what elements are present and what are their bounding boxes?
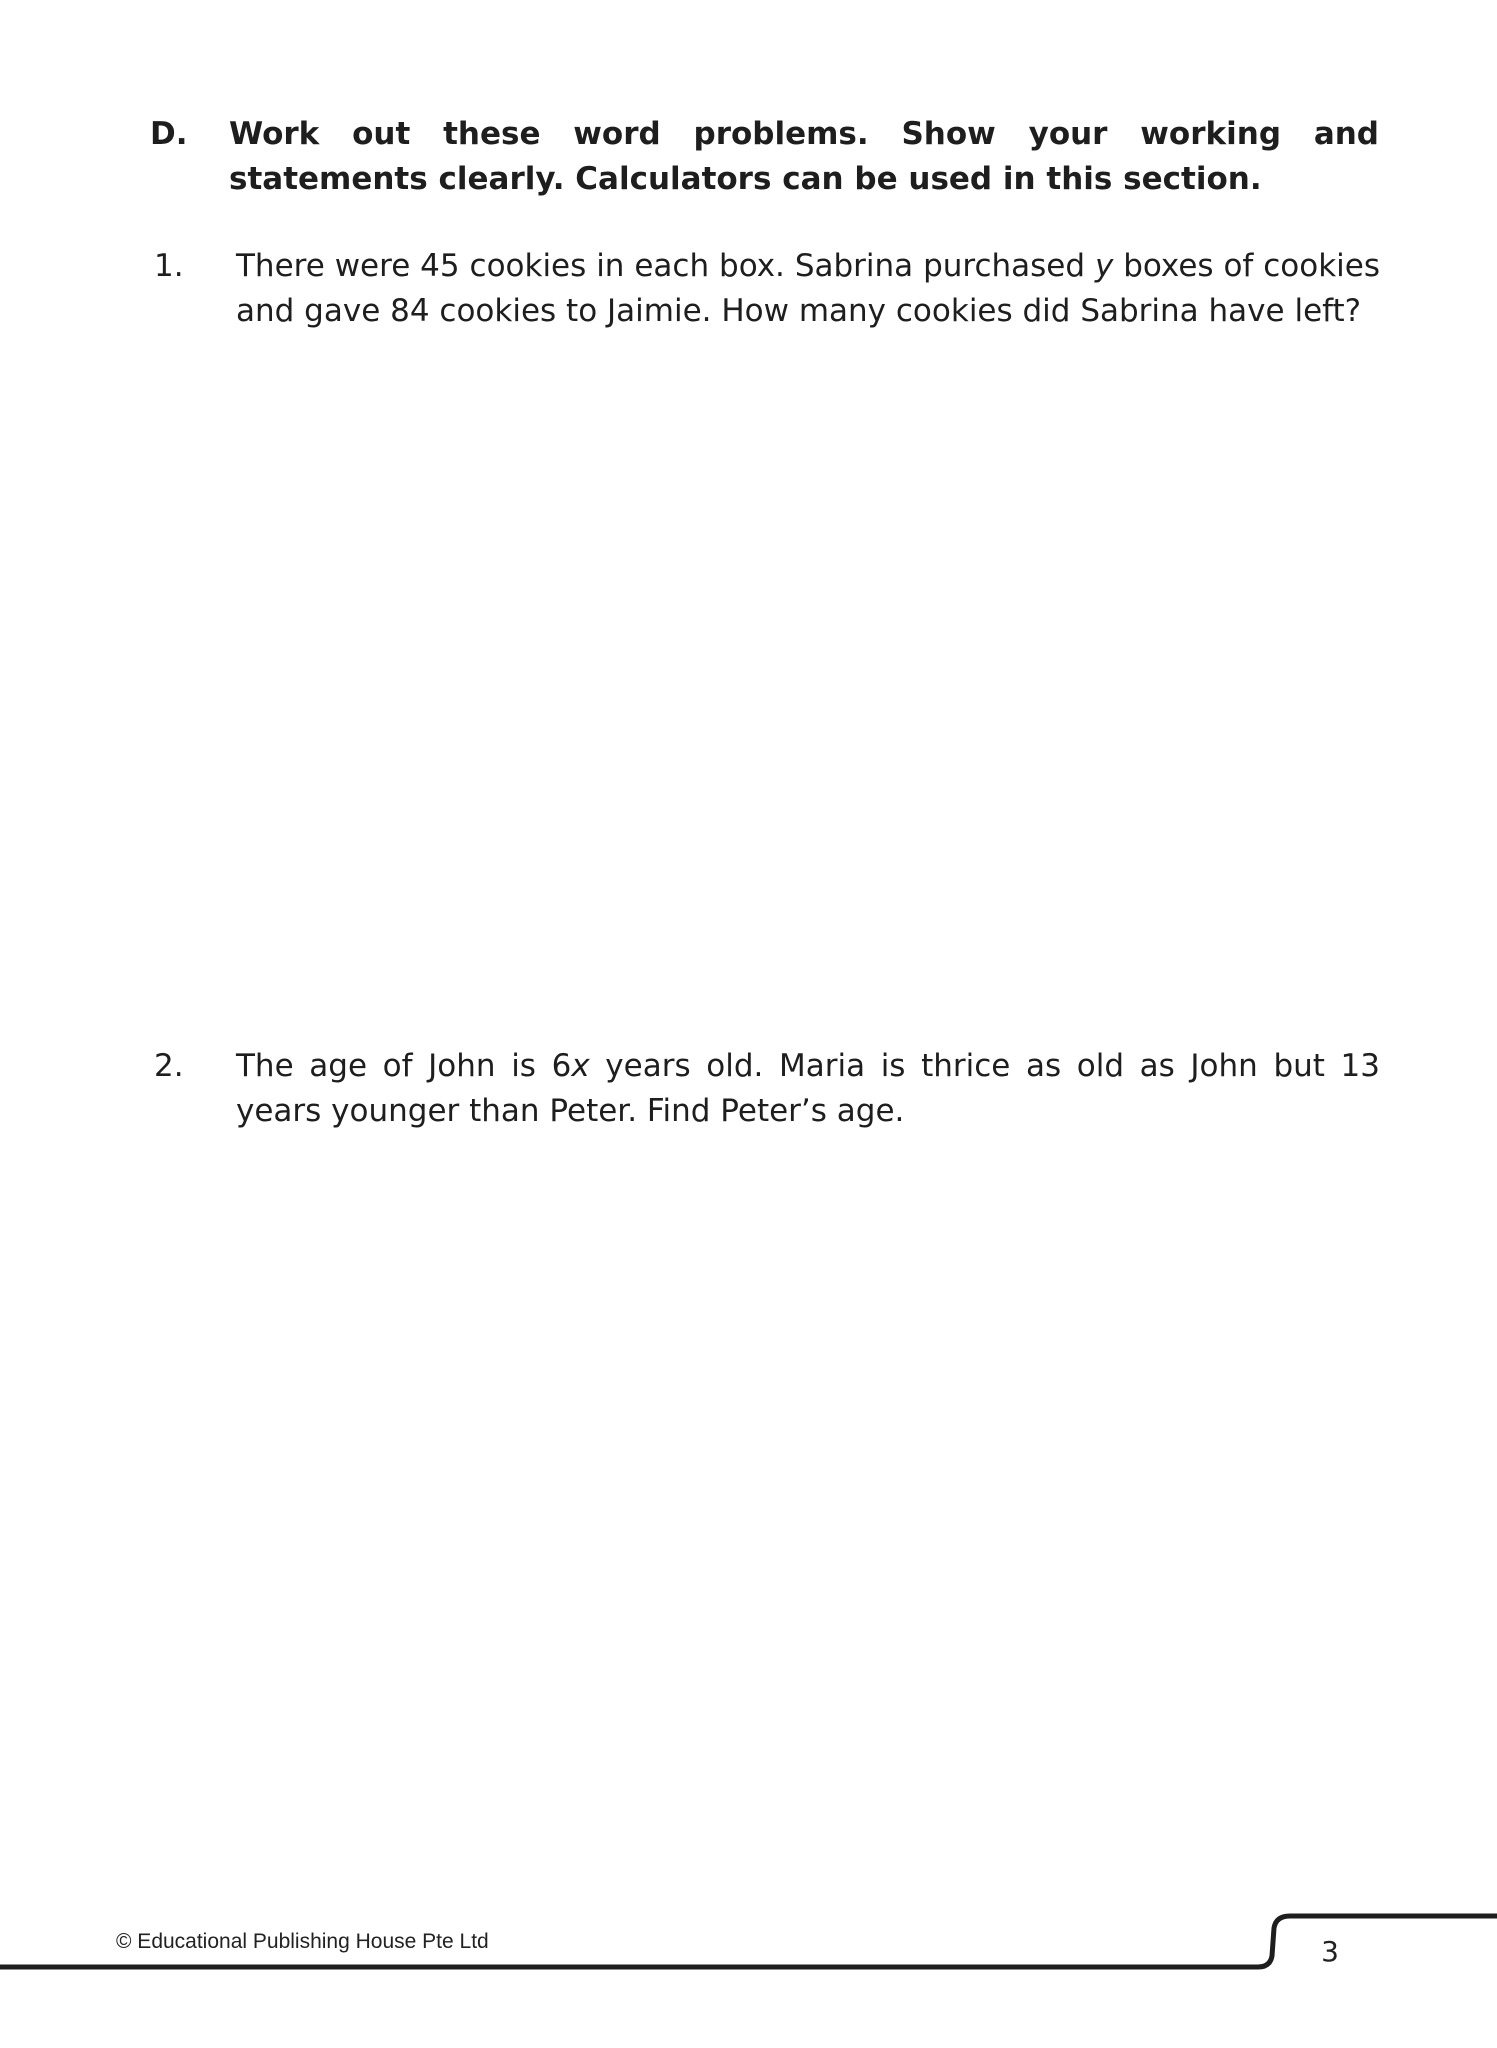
footer-copyright: © Educational Publishing House Pte Ltd xyxy=(116,1930,489,1953)
question-variable: x xyxy=(571,1048,590,1084)
question-text-part: The age of John is 6 xyxy=(236,1048,572,1084)
question-text-part: years old. Maria is thrice as old as John but 13 years younger than Peter. Find Peter’s age. xyxy=(236,1048,1380,1129)
section-instruction: Work out these word problems. Show your working and statements clearly. Calculators can be used in this section. xyxy=(229,116,1379,197)
question-text xyxy=(236,1044,1380,1134)
question-text-part: There were 45 cookies in each box. Sabrina purchased xyxy=(236,248,1095,284)
question-text xyxy=(236,244,1380,334)
question-number: 2. xyxy=(154,1048,184,1084)
question-variable: y xyxy=(1094,248,1114,284)
page-number: 3 xyxy=(1321,1935,1339,1968)
question-text-part: boxes of cookies and gave 84 cookies to Jaimie. How many cookies did Sabrina have left? xyxy=(236,248,1380,329)
question-number: 1. xyxy=(154,248,184,284)
section-letter: D. xyxy=(150,116,188,152)
